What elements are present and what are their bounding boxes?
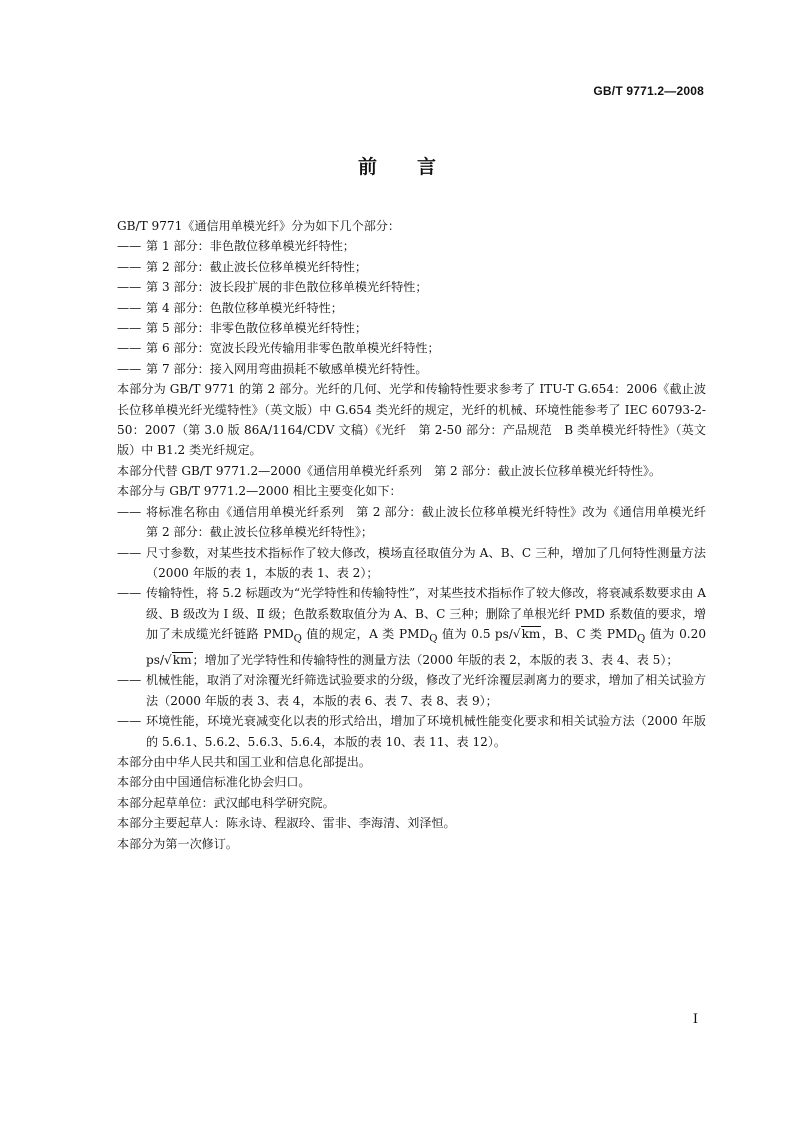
list-item: —— 尺寸参数，对某些技术指标作了较大修改，模场直径取值分为 A、B、C 三种，增加了几何特性测量方法（2000 年版的表 1，本版的表 1、表 2）； (117, 543, 706, 584)
parts-list (117, 236, 706, 379)
page-title (0, 152, 794, 179)
changes-list (117, 502, 719, 752)
dash-marker: —— (117, 586, 142, 601)
dash-marker: —— (117, 341, 142, 356)
list-item: —— 第 3 部分：波长段扩展的非色散位移单模光纤特性； (117, 277, 706, 297)
list-item: —— 第 2 部分：截止波长位移单模光纤特性； (117, 257, 706, 277)
proposer-line: 本部分由中华人民共和国工业和信息化部提出。 (117, 754, 371, 769)
centralized-line: 本部分由中国通信标准化协会归口。 (117, 775, 311, 790)
list-item: —— 环境性能，环境光衰减变化以表的形式给出，增加了环境机械性能变化要求和相关试验方法（2000 年版的 5.6.1、5.6.2、5.6.3、5.6.4，本版的表 10、表 11、表 12）。 (117, 711, 706, 752)
dash-marker: —— (117, 300, 142, 315)
sqrt-symbol: √ (164, 652, 172, 667)
revision-line: 本部分为第一次修订。 (117, 836, 238, 851)
list-item: —— 传输特性，将 5.2 标题改为“光学特性和传输特性”，对某些技术指标作了较大修改，将衰减系数要求由 A 级、B 级改为 Ⅰ 级、Ⅱ 级；色散系数取值分为 A、B、C 三种；删除了单根光纤 PMD 系数值的要求，增加了未成缆光纤链路 $PMD_Q$ 值的规定，A 类 $PMD_Q$ 值为 0.5 ps/√km，B、C 类 $PMD_Q$ 值为 0.20 ps/√km；增加了光学特性和传输特性的测量方法（2000 年版的表 2，本版的表 3、表 4、表 5）； (117, 583, 706, 670)
drafting-unit-line: 本部分起草单位：武汉邮电科学研究院。 (117, 795, 335, 810)
foreword-body (117, 216, 719, 854)
dash-marker: —— (117, 504, 142, 519)
dash-marker: —— (117, 545, 142, 560)
dash-marker: —— (117, 321, 142, 336)
changes-intro-paragraph: 本部分与 GB/T 9771.2—2000 相比主要变化如下： (117, 484, 402, 499)
sqrt-symbol: √ (512, 627, 521, 642)
drafters-line: 本部分主要起草人：陈永诗、程淑玲、雷非、李海清、刘泽恒。 (117, 816, 456, 831)
list-item: —— 将标准名称由《通信用单模光纤系列 第 2 部分：截止波长位移单模光纤特性》改为《通信用单模光纤 第 2 部分：截止波长位移单模光纤特性》； (117, 502, 706, 543)
list-item: —— 第 6 部分：宽波长段光传输用非零色散单模光纤特性； (117, 338, 706, 358)
replacement-paragraph: 本部分代替 GB/T 9771.2—2000《通信用单模光纤系列 第 2 部分：截止波长位移单模光纤特性》。 (117, 463, 662, 478)
list-item: —— 第 7 部分：接入网用弯曲损耗不敏感单模光纤特性。 (117, 359, 706, 379)
dash-marker: —— (117, 714, 142, 729)
dash-marker: —— (117, 259, 142, 274)
dash-marker: —— (117, 361, 142, 376)
reference-paragraph: 本部分为 GB/T 9771 的第 2 部分。光纤的几何、光学和传输特性要求参考了 ITU-T G.654：2006《截止波长位移单模光纤光缆特性》（英文版）中 G.654 类光纤的规定，光纤的机械、环境性能参考了 IEC 60793-2-50：2007（第 3.0 版 86A/1164/CDV 文稿）《光纤 第 2-50 部分：产品规范 B 类单模光纤特性》（英文版）中 B1.2 类光纤规定。 (117, 382, 706, 458)
dash-marker: —— (117, 280, 142, 295)
list-item: —— 机械性能，取消了对涂覆光纤筛选试验要求的分级，修改了光纤涂覆层剥离力的要求，增加了相关试验方法（2000 年版的表 3、表 4，本版的表 6、表 7、表 8、表 9）； (117, 670, 706, 711)
page-number: I (692, 1012, 698, 1027)
intro-paragraph: GB/T 9771《通信用单模光纤》分为如下几个部分： (117, 219, 400, 233)
document-number: GB/T 9771.2—2008 (593, 84, 704, 98)
list-item: —— 第 4 部分：色散位移单模光纤特性； (117, 298, 706, 318)
title-char-1: 前 (357, 156, 377, 178)
list-item: —— 第 1 部分：非色散位移单模光纤特性； (117, 236, 706, 256)
dash-marker: —— (117, 239, 142, 254)
title-char-2: 言 (417, 156, 437, 178)
dash-marker: —— (117, 673, 142, 688)
list-item: —— 第 5 部分：非零色散位移单模光纤特性； (117, 318, 706, 338)
